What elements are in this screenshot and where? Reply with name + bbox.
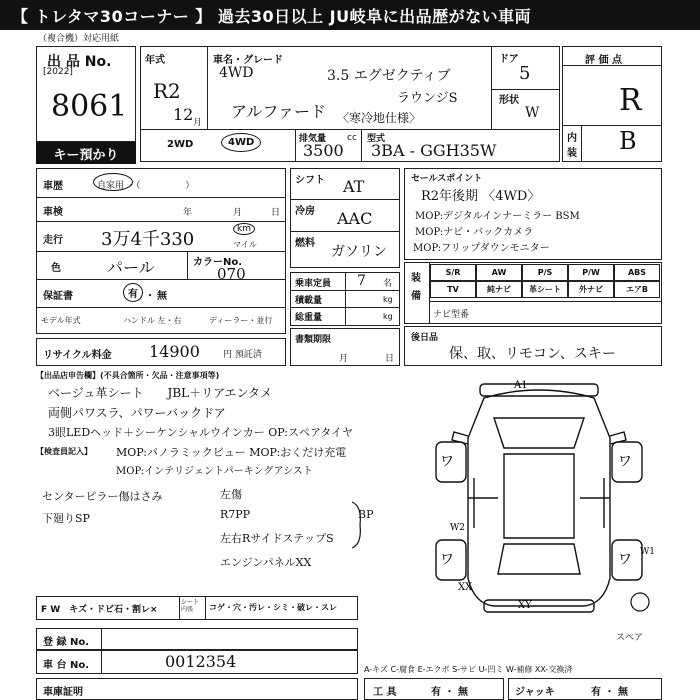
capacity-box (290, 272, 400, 326)
door-label: ドア (499, 54, 519, 65)
model-name: アルファード (231, 102, 327, 121)
mileage-unit-km: km (233, 223, 255, 235)
score-value: R (619, 83, 642, 118)
spare-tire-mark (631, 593, 649, 611)
equip-item: エアB (614, 281, 660, 298)
inspector-line-1: MOP:パノラミックビュー MOP:おくだけ充電 (116, 446, 347, 459)
chassis-number: 0012354 (165, 652, 237, 671)
mark-right-side: W1 (640, 547, 655, 557)
doc-unit-month: 月 (339, 354, 349, 364)
key-badge (36, 142, 136, 164)
reg-label: 登 録 No. (43, 637, 90, 648)
equip-item: TV (430, 281, 476, 298)
score-box (562, 46, 662, 162)
equip-item: 革シート (522, 281, 568, 298)
garage-cert-row (36, 678, 358, 700)
inspection-unit-day: 日 (271, 208, 281, 218)
recycle-unit: 円 預託済 (223, 350, 262, 360)
displacement: 3500 (303, 141, 344, 160)
mark-roof: A1 (514, 380, 528, 391)
lot-number: 8061 (51, 89, 128, 124)
equip-item: P/S (522, 264, 568, 281)
memo-right-2: R7PP (220, 508, 251, 521)
disp-label: 排気量 (299, 134, 327, 144)
jack-options: 有 ・ 無 (591, 687, 628, 698)
recycle-box (36, 338, 286, 366)
car-damage-diagram (414, 378, 664, 618)
inspection-unit-month: 月 (233, 208, 243, 218)
body-type: W (525, 105, 540, 121)
navi-model-label: ナビ型番 (433, 310, 470, 320)
rear-window (498, 544, 580, 574)
score-label: 評 価 点 (585, 55, 622, 66)
load-label: 積載量 (295, 296, 323, 306)
fw-row-text: F W キズ・ドビ石・割レ× (41, 605, 158, 615)
inspection-unit-year: 年 (183, 208, 193, 218)
damage-legend: A-キズ C-腐食 E-エクボ S-サビ U-凹ミ W-補修 XX-交換済 (364, 665, 573, 674)
name-label: 車名・グレード (213, 55, 283, 66)
mechanical-box (290, 168, 400, 268)
memo-bp: BP (358, 508, 374, 521)
memo-right-1: 左傷 (220, 488, 242, 501)
equip-item: 外ナビ (568, 281, 614, 298)
vehicle-header (140, 46, 560, 162)
aircon-label: 冷房 (295, 206, 315, 217)
mileage-label: 走行 (43, 235, 63, 246)
inspection-label: 車検 (43, 207, 63, 218)
lot-box (36, 46, 136, 142)
model-type: 3BA - GGH35W (371, 141, 497, 160)
year-label: 年式 (145, 55, 165, 66)
lot-label: 出 品 No. (47, 54, 112, 70)
sales-line-3: MOP:ナビ・バックカメラ (415, 227, 534, 238)
total-unit: kg (383, 312, 393, 321)
seat-label: シート 内張 (181, 599, 200, 613)
sales-line-2: MOP:デジタルインナーミラー BSM (415, 211, 580, 222)
interior-label2: 装 (567, 148, 577, 159)
sales-line-4: MOP:フリップダウンモニター (413, 243, 550, 254)
warranty-no: 無 (157, 291, 167, 302)
mileage-unit-mile: マイル (233, 240, 257, 249)
warranty-yes: 有 (123, 283, 143, 302)
equip-item: ABS (614, 264, 660, 281)
chassis-row (36, 650, 358, 674)
month-unit: 月 (193, 118, 203, 128)
drive-2wd: 2WD (167, 139, 194, 150)
attachments-box (404, 326, 662, 366)
memo-right-3: 左右RサイドステップS (220, 532, 334, 545)
color-value: パール (107, 258, 155, 277)
type-label: 型式 (367, 134, 386, 144)
drive-4wd-circled: 4WD (221, 133, 261, 152)
fuel-label: 燃料 (295, 238, 315, 249)
grade-line2: ラウンジS (397, 91, 458, 106)
mark-rear-side: XX (458, 582, 473, 593)
history-circle (93, 173, 133, 191)
model-year-label: モデル年式 (41, 316, 81, 325)
interior-grade: B (619, 127, 637, 155)
mark-rear-center: XY (518, 600, 532, 611)
interior-label1: 内 (567, 133, 577, 144)
banner-text: 【 トレタマ30コーナー 】 過去30日以上 JU岐阜に出品歴がない車両 (12, 6, 532, 26)
doc-unit-day: 日 (385, 354, 395, 364)
recycle-label: リサイクル料金 (43, 350, 112, 361)
seat-row-text: コゲ・穴・汚レ・シミ・破レ・スレ (209, 603, 337, 612)
load-unit: kg (383, 295, 393, 304)
doc-label: 書類期限 (295, 335, 332, 345)
year-month: 12 (173, 105, 194, 124)
spec-note: 〈寒冷地仕様〉 (337, 111, 422, 125)
color-code: 070 (217, 265, 246, 283)
color-code-label: カラーNo. (193, 257, 243, 268)
attach-value: 保、取、リモコン、スキー (449, 346, 616, 362)
fw-seat-row (36, 596, 358, 620)
equip-label-2: 備 (411, 291, 421, 302)
handle-label: ハンドル 左・右 (123, 316, 182, 325)
equip-item: P/W (568, 264, 614, 281)
jack-row (508, 678, 662, 700)
history-options: 自家用 ・（ ） (97, 181, 195, 191)
registration-row (36, 628, 358, 650)
history-label: 車歴 (43, 181, 63, 192)
document-box (290, 328, 400, 366)
shift-value: AT (343, 177, 365, 196)
capacity-value: 7 (357, 273, 366, 289)
mark-center: W2 (450, 523, 465, 533)
warranty-sep: ・ (145, 291, 155, 302)
equip-item: S/R (430, 264, 476, 281)
disp-unit: cc (347, 133, 357, 143)
windshield (494, 418, 584, 448)
color-label: 色 (51, 263, 61, 274)
attach-label: 後日品 (411, 333, 439, 343)
recycle-amount: 14900 (149, 342, 200, 361)
capacity-unit: 名 (383, 279, 393, 289)
memo-left-2: 下廻りSP (42, 512, 90, 525)
equip-item: 純ナビ (476, 281, 522, 298)
year-era: R2 (153, 79, 181, 103)
chassis-label: 車 台 No. (43, 660, 90, 671)
mileage-value: 3万4千330 (101, 229, 195, 250)
form-top-note: （複合機）対応用紙 (38, 34, 120, 44)
grade-line1: 3.5 エグゼクティブ (327, 68, 451, 84)
inspector-label: 【検査員記入】 (36, 447, 92, 456)
notes-line-3: 3眼LEDヘッド＋シーケンシャルウインカー OP:スペアタイヤ (48, 426, 354, 439)
memo-right-4: エンジンパネルXX (220, 556, 312, 569)
notes-line-1: ベージュ革シート JBL＋リアエンタメ (48, 386, 273, 400)
aircon-value: AAC (337, 209, 373, 228)
roof-panel (504, 454, 574, 538)
tool-options: 有 ・ 無 (431, 687, 468, 698)
mark-front-right: ワ (618, 454, 632, 470)
lot-year-tag: [2022] (43, 67, 73, 77)
equip-label-1: 装 (411, 273, 421, 284)
sales-label: セールスポイント (411, 174, 483, 184)
total-label: 総重量 (295, 313, 323, 323)
tool-row (364, 678, 504, 700)
drive-text: 4WD (219, 65, 254, 81)
cert-label: 車庫証明 (43, 687, 83, 698)
seller-notes (36, 370, 416, 594)
mark-rear-right: ワ (618, 552, 632, 568)
spare-label: スペア (616, 633, 644, 643)
capacity-label: 乗車定員 (295, 279, 332, 289)
inspector-line-2: MOP:インテリジェントパーキングアシスト (116, 466, 313, 477)
vehicle-details (36, 168, 286, 334)
fuel-value: ガソリン (331, 244, 387, 260)
notes-label: 【出品店申告欄】(不具合箇所・欠品・注意事項等) (36, 371, 220, 380)
sales-point-box (404, 168, 662, 260)
mark-rear-left: ワ (440, 552, 454, 568)
key-badge-label: キー預かり (53, 147, 119, 163)
sales-line-1: R2年後期 〈4WD〉 (421, 189, 541, 204)
warranty-label: 保証書 (43, 291, 73, 302)
equip-item: AW (476, 264, 522, 281)
memo-left-1: センターピラー傷はさみ (42, 490, 163, 503)
dealer-label: ディーラー・並行 (209, 316, 273, 325)
title-banner (0, 0, 700, 30)
shift-label: シフト (295, 175, 325, 186)
tool-label: 工 具 (373, 687, 397, 698)
jack-label: ジャッキ (515, 687, 555, 698)
notes-line-2: 両側パワスラ、パワーバックドア (48, 406, 226, 420)
memo-bracket (348, 500, 368, 550)
body-label: 形状 (499, 95, 519, 106)
door-count: 5 (519, 63, 531, 84)
mark-front-left: ワ (440, 454, 454, 470)
